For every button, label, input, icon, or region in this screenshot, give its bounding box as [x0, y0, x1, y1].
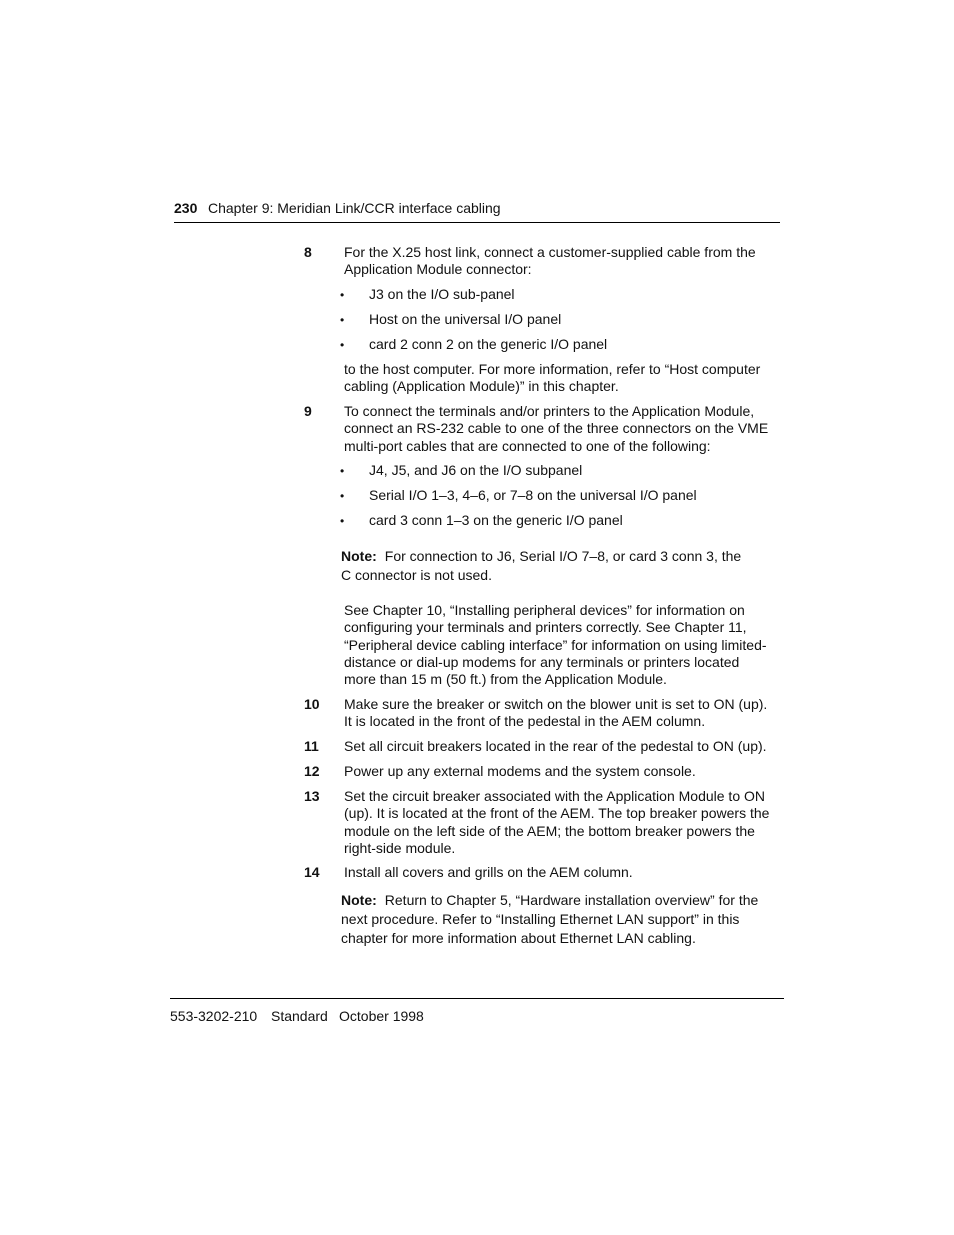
page-footer [170, 998, 784, 1024]
list-item: card 2 conn 2 on the generic I/O panel [369, 336, 608, 352]
step-text: Make sure the breaker or switch on the blower unit is set to ON (up). It is located in the front of the pedestal in the AEM column. [344, 696, 768, 730]
bullet-icon: • [340, 338, 345, 352]
note-text: For connection to J6, Serial I/O 7–8, or card 3 conn 3, the C connector is not used. [341, 548, 742, 583]
step-number: 14 [304, 864, 320, 880]
step-text: Set all circuit breakers located in the rear of the pedestal to ON (up). [344, 738, 767, 754]
note-label: Note: [341, 892, 377, 908]
step-text: Set the circuit breaker associated with the Application Module to ON (up). It is located at the front of the AEM. The top breaker powers the module on the left side of the AEM; the bottom breaker powers the right-side module. [344, 788, 770, 856]
note [341, 547, 751, 584]
doc-number: 553-3202-210 [170, 1008, 258, 1024]
note [341, 891, 771, 948]
note-text: Return to Chapter 5, “Hardware installation overview” for the next procedure. Refer to “Installing Ethernet LAN support” in this chapter for more information about Ethernet LAN cabling. [341, 892, 759, 946]
list-item: card 3 conn 1–3 on the generic I/O panel [369, 512, 623, 528]
page-number: 230 [174, 200, 198, 216]
bullet-icon: • [340, 313, 345, 327]
bullet-icon: • [340, 514, 345, 528]
step-text: For the X.25 host link, connect a customer-supplied cable from the Application Module connector: [344, 244, 756, 278]
list-item: Host on the universal I/O panel [369, 311, 562, 327]
doc-date: October 1998 [339, 1008, 424, 1024]
step-number: 12 [304, 763, 320, 779]
step-text: Power up any external modems and the system console. [344, 763, 696, 779]
step-number: 10 [304, 696, 320, 712]
page-header [174, 200, 780, 223]
step-text: Install all covers and grills on the AEM column. [344, 864, 633, 880]
step-text: To connect the terminals and/or printers to the Application Module, connect an RS-232 cable to one of the three connectors on the VME multi-port cables that are connected to one of the following: [344, 403, 769, 454]
bullet-icon: • [340, 464, 345, 478]
list-item: J4, J5, and J6 on the I/O subpanel [369, 462, 583, 478]
step-number: 9 [304, 403, 312, 419]
list-item: Serial I/O 1–3, 4–6, or 7–8 on the universal I/O panel [369, 487, 697, 503]
chapter-title: Chapter 9: Meridian Link/CCR interface cabling [208, 200, 501, 216]
bullet-icon: • [340, 489, 345, 503]
step-number: 11 [304, 738, 319, 754]
paragraph: to the host computer. For more information, refer to “Host computer cabling (Application Module)” in this chapter. [344, 361, 761, 395]
step-number: 13 [304, 788, 320, 804]
paragraph: See Chapter 10, “Installing peripheral devices” for information on configuring your terminals and printers correctly. See Chapter 11, “Peripheral device cabling interface” for information on using limited-distance or dial-up modems for any terminals or printers located more than 15 m (50 ft.) from the Application Module. [344, 602, 767, 688]
doc-status: Standard [271, 1008, 328, 1024]
list-item: J3 on the I/O sub-panel [369, 286, 515, 302]
step-number: 8 [304, 244, 312, 260]
note-label: Note: [341, 548, 377, 564]
bullet-icon: • [340, 288, 345, 302]
